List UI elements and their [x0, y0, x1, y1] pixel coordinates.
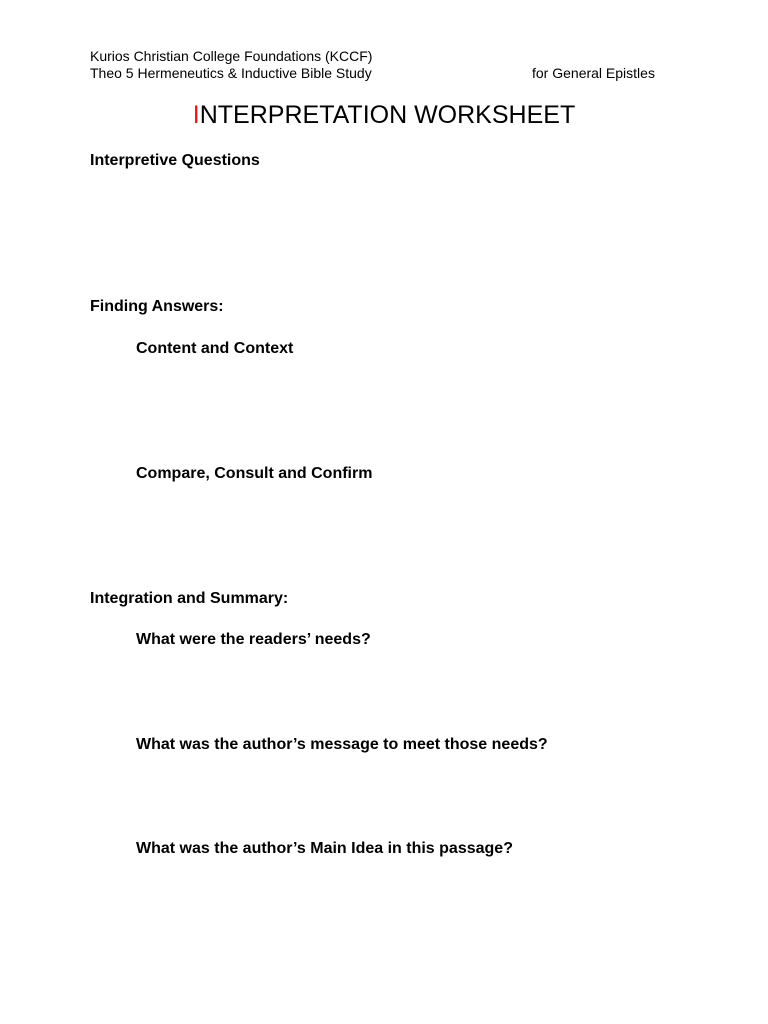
subheading-content-context: Content and Context	[136, 340, 294, 357]
title-initial: I	[192, 101, 200, 129]
heading-interpretive-questions: Interpretive Questions	[90, 152, 260, 169]
title-rest: NTERPRETATION WORKSHEET	[199, 101, 576, 129]
course-name: Theo 5 Hermeneutics & Inductive Bible Study	[90, 65, 372, 81]
page-title	[0, 100, 768, 130]
institution-name: Kurios Christian College Foundations (KCCF)	[90, 48, 373, 64]
question-authors-message: What was the author’s message to meet those needs?	[136, 736, 548, 753]
heading-integration-summary: Integration and Summary:	[90, 590, 289, 607]
question-readers-needs: What were the readers’ needs?	[136, 631, 371, 648]
heading-finding-answers: Finding Answers:	[90, 298, 224, 315]
course-scope: for General Epistles	[532, 65, 655, 81]
question-main-idea: What was the author’s Main Idea in this passage?	[136, 840, 513, 857]
subheading-compare-consult: Compare, Consult and Confirm	[136, 465, 373, 482]
